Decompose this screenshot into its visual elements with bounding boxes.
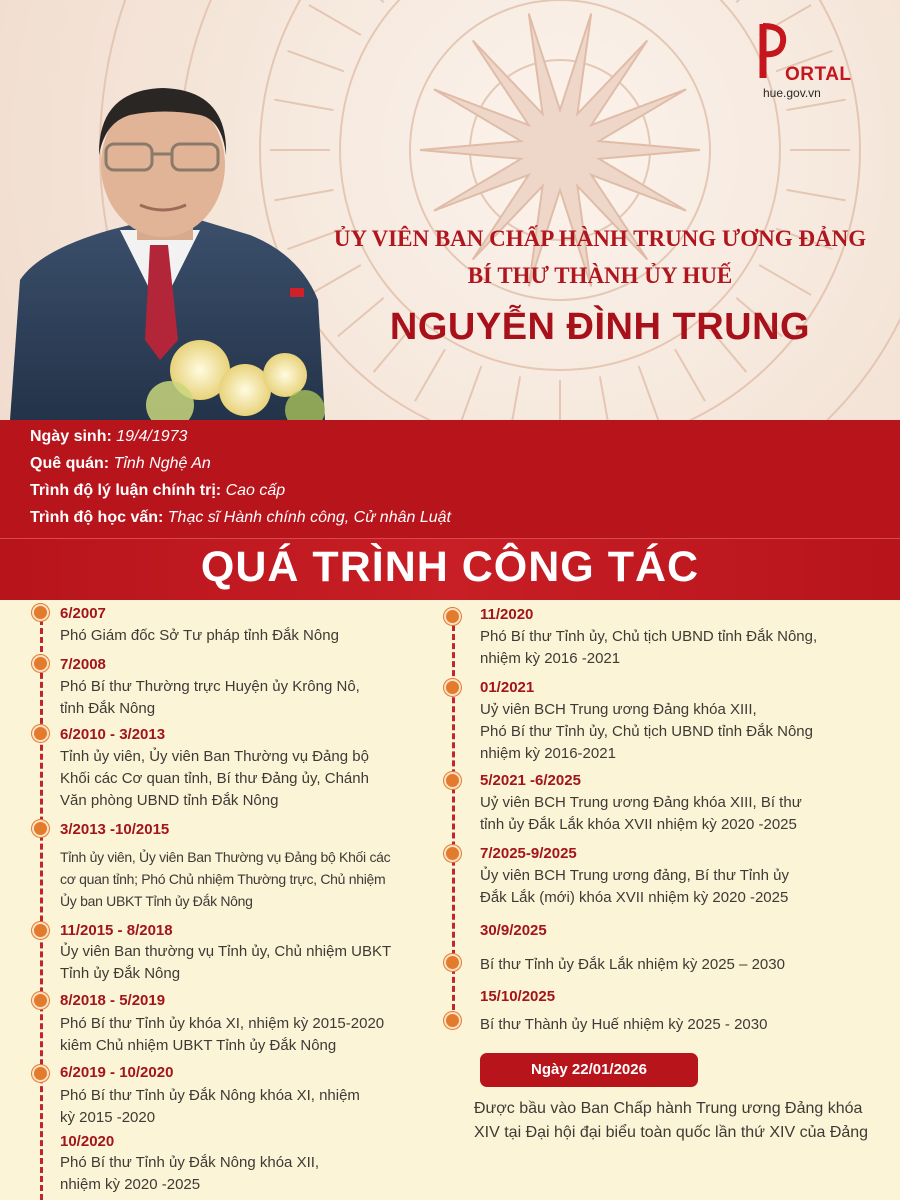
timeline-dot [444, 1012, 461, 1029]
timeline-dot [32, 922, 49, 939]
timeline-date: 10/2020 [60, 1133, 115, 1150]
timeline-date: 8/2018 - 5/2019 [60, 992, 166, 1009]
timeline-dot [32, 992, 49, 1009]
timeline-desc: Phó Bí thư Tỉnh ủy khóa XI, nhiệm kỳ 2015-2020 kiêm Chủ nhiệm UBKT Tỉnh ủy Đắk Nông [60, 1015, 385, 1054]
personal-info-band [0, 420, 900, 538]
timeline-desc: Phó Bí thư Tỉnh ủy Đắk Nông khóa XII, nhiệm kỳ 2020 -2025 [60, 1154, 320, 1193]
final-event-text: Được bầu vào Ban Chấp hành Trung ương Đảng khóa XIV tại Đại hội đại biểu toàn quốc lần thứ XIV của Đảng [474, 1100, 869, 1141]
timeline-desc: Ủy viên BCH Trung ương đảng, Bí thư Tỉnh ủy Đắk Lắk (mới) khóa XVII nhiệm kỳ 2020 -2025 [480, 867, 789, 906]
portrait-photo [0, 70, 330, 420]
timeline-desc: Ủy viên Ban thường vụ Tỉnh ủy, Chủ nhiệm UBKT Tỉnh ủy Đắk Nông [60, 943, 392, 982]
timeline-line-left [40, 610, 43, 1200]
title-position-2: BÍ THƯ THÀNH ỦY HUẾ [467, 263, 733, 288]
timeline-desc: Phó Bí thư Tỉnh ủy Đắk Nông khóa XI, nhiệm kỳ 2015 -2020 [60, 1087, 360, 1126]
timeline-date: 6/2019 - 10/2020 [60, 1064, 174, 1081]
timeline-desc: Phó Bí thư Tỉnh ủy, Chủ tịch UBND tỉnh Đắk Nông, nhiệm kỳ 2016 -2021 [480, 628, 818, 667]
timeline-dot [32, 604, 49, 621]
title-position-1: ỦY VIÊN BAN CHẤP HÀNH TRUNG ƯƠNG ĐẢNG [333, 226, 867, 251]
timeline-desc: Phó Giám đốc Sở Tư pháp tỉnh Đắk Nông [60, 627, 339, 644]
timeline-dot [32, 655, 49, 672]
timeline-dot [32, 725, 49, 742]
timeline-desc: Phó Bí thư Thường trực Huyện ủy Krông Nô, tỉnh Đắk Nông [60, 678, 360, 717]
timeline-dot [444, 679, 461, 696]
timeline-date: 11/2015 - 8/2018 [60, 922, 173, 939]
portal-logo-url: hue.gov.vn [763, 86, 821, 100]
timeline-date: 30/9/2025 [480, 922, 547, 939]
section-header [0, 538, 900, 600]
portal-logo-word: ORTAL [785, 64, 852, 85]
timeline-date: 11/2020 [480, 606, 534, 623]
info-hometown: Quê quán: Tỉnh Nghệ An [30, 455, 211, 472]
timeline-desc: Bí thư Thành ủy Huế nhiệm kỳ 2025 - 2030 [480, 1016, 768, 1033]
portal-logo[interactable] [757, 20, 867, 100]
timeline-date: 6/2007 [60, 605, 106, 622]
timeline-dot [444, 845, 461, 862]
portal-p-icon [759, 20, 787, 80]
final-date-badge: Ngày 22/01/2026 [480, 1053, 698, 1087]
timeline-desc: Tỉnh ủy viên, Ủy viên Ban Thường vụ Đảng bộ Khối các Cơ quan tỉnh, Bí thư Đảng ủy, Chánh Văn phòng UBND tỉnh Đắk Nông [60, 748, 369, 809]
timeline-desc: Uỷ viên BCH Trung ương Đảng khóa XIII, Phó Bí thư Tỉnh ủy, Chủ tịch UBND tỉnh Đắk Nông nhiệm kỳ 2016-2021 [480, 701, 813, 762]
timeline-date: 01/2021 [480, 679, 535, 696]
person-name: NGUYỄN ĐÌNH TRUNG [389, 306, 811, 348]
timeline-date: 15/10/2025 [480, 988, 556, 1005]
section-title: QUÁ TRÌNH CÔNG TÁC [200, 543, 700, 591]
timeline-desc: Tỉnh ủy viên, Ủy viên Ban Thường vụ Đảng bộ Khối các cơ quan tỉnh; Phó Chủ nhiệm Thường trực, Chủ nhiệm Ủy ban UBKT Tỉnh ủy Đắk Nông [60, 849, 391, 909]
timeline-desc: Uỷ viên BCH Trung ương Đảng khóa XIII, Bí thư tỉnh ủy Đắk Lắk khóa XVII nhiệm kỳ 2020 -2025 [480, 794, 802, 833]
timeline-date: 7/2008 [60, 656, 106, 673]
timeline-date: 5/2021 -6/2025 [480, 772, 581, 789]
timeline-dot [444, 954, 461, 971]
timeline-dot [444, 608, 461, 625]
info-birthdate: Ngày sinh: 19/4/1973 [30, 428, 188, 445]
timeline-dot [32, 820, 49, 837]
timeline-dot [444, 772, 461, 789]
timeline-date: 6/2010 - 3/2013 [60, 726, 166, 743]
timeline-date: 3/2013 -10/2015 [60, 821, 170, 838]
timeline-desc: Bí thư Tỉnh ủy Đắk Lắk nhiệm kỳ 2025 – 2030 [480, 956, 785, 973]
info-education: Trình độ học vấn: Thạc sĩ Hành chính công, Cử nhân Luật [30, 509, 451, 526]
timeline-date: 7/2025-9/2025 [480, 845, 577, 862]
timeline-dot [32, 1065, 49, 1082]
header-banner [0, 0, 900, 420]
info-political-level: Trình độ lý luận chính trị: Cao cấp [30, 482, 286, 499]
